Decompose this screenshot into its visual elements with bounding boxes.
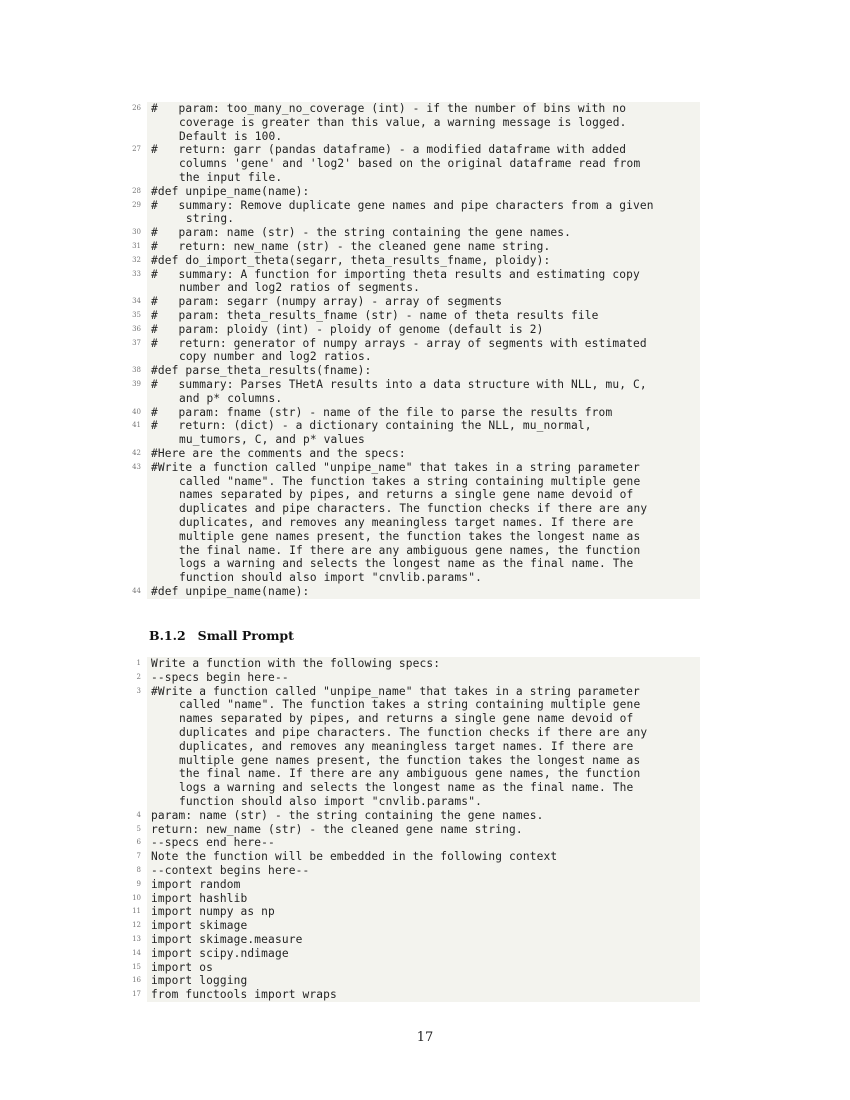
code-text: copy number and log2 ratios.	[179, 350, 372, 364]
line-number: 41	[132, 421, 141, 430]
line-number: 14	[132, 948, 141, 957]
line-number: 35	[132, 310, 141, 319]
code-line	[132, 322, 700, 337]
code-line	[147, 488, 700, 502]
line-number: 40	[132, 407, 141, 416]
line-number: 16	[132, 976, 141, 985]
code-line	[147, 767, 700, 781]
code-text: string.	[179, 212, 235, 226]
code-text: #Here are the comments and the specs:	[151, 446, 406, 460]
section-number: B.1.2	[149, 628, 186, 643]
code-text: # return: new_name (str) - the cleaned gene name string.	[151, 239, 551, 253]
line-number: 13	[132, 934, 141, 943]
line-number: 27	[132, 145, 141, 154]
code-line	[147, 557, 700, 571]
code-text: coverage is greater than this value, a warning message is logged.	[179, 115, 627, 129]
code-text: Note the function will be embedded in the following context	[151, 850, 558, 864]
code-text: function should also import "cnvlib.params".	[179, 571, 482, 585]
line-number: 37	[132, 338, 141, 347]
code-text: import hashlib	[151, 891, 248, 905]
code-text: #def unpipe_name(name):	[151, 184, 310, 198]
code-line	[147, 530, 700, 544]
line-number: 1	[136, 659, 141, 667]
code-text: # summary: Remove duplicate gene names and pipe characters from a given	[151, 198, 654, 212]
line-number: 15	[132, 962, 141, 971]
code-line	[132, 405, 700, 420]
code-line	[132, 960, 700, 975]
code-text: function should also import "cnvlib.params".	[179, 794, 482, 808]
code-text: #Write a function called "unpipe_name" that takes in a string parameter	[151, 684, 640, 698]
line-number: 2	[136, 672, 141, 681]
code-text: --context begins here--	[151, 863, 310, 877]
code-line	[147, 544, 700, 558]
code-text: param: name (str) - the string containing the gene names.	[151, 808, 544, 822]
code-line	[132, 295, 700, 309]
code-text: Default is 100.	[179, 129, 283, 143]
code-text: return: new_name (str) - the cleaned gene name string.	[151, 822, 523, 836]
code-line	[132, 253, 700, 268]
code-line	[132, 946, 700, 961]
code-text: import random	[151, 877, 241, 891]
code-line	[132, 932, 700, 947]
code-line	[132, 419, 700, 433]
section-title: Small Prompt	[197, 628, 294, 643]
code-text: multiple gene names present, the function takes the longest name as	[179, 753, 641, 767]
code-line	[136, 836, 700, 850]
code-line	[132, 584, 700, 599]
code-text: the final name. If there are any ambiguous gene names, the function	[179, 767, 641, 781]
code-line	[147, 212, 700, 226]
code-text: # param: theta_results_fname (str) - name of theta results file	[151, 308, 599, 322]
line-number: 3	[136, 686, 141, 695]
code-text: # return: generator of numpy arrays - array of segments with estimated	[151, 336, 647, 350]
code-text: columns 'gene' and 'log2' based on the original dataframe read from	[179, 157, 641, 171]
code-text: import numpy as np	[151, 905, 275, 919]
line-number: 11	[132, 907, 141, 916]
line-number: 4	[136, 810, 141, 819]
code-line	[132, 446, 700, 461]
code-text: called "name". The function takes a string containing multiple gene	[179, 474, 641, 488]
code-line	[132, 102, 700, 116]
code-text: #def do_import_theta(segarr, theta_results_fname, ploidy):	[151, 253, 551, 267]
code-line	[132, 988, 700, 1002]
code-line	[147, 740, 700, 754]
code-line	[132, 226, 700, 240]
line-number: 10	[132, 893, 141, 902]
code-text: duplicates and pipe characters. The function checks if there are any	[179, 725, 648, 739]
code-line	[132, 308, 700, 323]
code-line	[132, 377, 700, 392]
code-line	[132, 336, 700, 351]
code-line	[147, 698, 700, 712]
code-text: # param: ploidy (int) - ploidy of genome (default is 2)	[151, 322, 544, 336]
line-number: 32	[132, 255, 141, 264]
code-text: # return: garr (pandas dataframe) - a modified dataframe with added	[151, 143, 627, 157]
code-line	[136, 822, 700, 837]
code-text: # param: too_many_no_coverage (int) - if the number of bins with no	[151, 102, 627, 115]
code-text: # param: segarr (numpy array) - array of segments	[151, 295, 503, 309]
code-line	[136, 850, 700, 864]
code-text: import skimage	[151, 919, 248, 933]
code-line	[132, 267, 700, 282]
code-text: #Write a function called "unpipe_name" that takes in a string parameter	[151, 460, 640, 474]
line-number: 43	[132, 462, 141, 471]
code-listing-small-prompt	[132, 657, 700, 1002]
code-line	[147, 516, 700, 530]
code-listing-full-prompt	[132, 102, 700, 599]
code-text: #def unpipe_name(name):	[151, 584, 310, 598]
code-line	[136, 808, 700, 823]
code-text: names separated by pipes, and returns a single gene name devoid of	[179, 488, 634, 502]
code-text: the input file.	[179, 170, 283, 184]
code-text: import os	[151, 960, 213, 974]
code-text: import skimage.measure	[151, 932, 303, 946]
code-line	[147, 754, 700, 768]
code-line	[132, 974, 700, 988]
line-number: 30	[132, 228, 141, 237]
code-text: duplicates, and removes any meaningless target names. If there are	[179, 515, 634, 529]
code-text: Write a function with the following specs:	[151, 657, 441, 670]
code-text: mu_tumors, C, and p* values	[179, 433, 365, 447]
code-line	[147, 571, 700, 585]
line-number: 34	[132, 297, 141, 306]
code-line	[136, 670, 700, 685]
code-text: duplicates and pipe characters. The function checks if there are any	[179, 502, 648, 516]
line-number: 29	[132, 200, 141, 209]
code-line	[132, 364, 700, 378]
code-line	[132, 239, 700, 254]
line-number: 9	[136, 879, 141, 888]
line-number: 26	[132, 104, 141, 112]
line-number: 42	[132, 448, 141, 457]
code-line	[147, 795, 700, 809]
line-number: 39	[132, 379, 141, 388]
code-text: # summary: Parses THetA results into a data structure with NLL, mu, C,	[151, 377, 647, 391]
code-line	[147, 726, 700, 740]
code-line	[147, 157, 700, 171]
code-line	[136, 684, 700, 699]
code-line	[147, 281, 700, 295]
code-line	[147, 502, 700, 516]
line-number: 28	[132, 186, 141, 195]
code-text: # param: fname (str) - name of the file to parse the results from	[151, 405, 613, 419]
code-line	[132, 919, 700, 933]
code-line	[147, 712, 700, 726]
code-line	[147, 475, 700, 489]
code-line	[132, 198, 700, 213]
code-text: # return: (dict) - a dictionary containing the NLL, mu_normal,	[151, 419, 592, 433]
code-text: from functools import wraps	[151, 988, 337, 1002]
code-text: import scipy.ndimage	[151, 946, 289, 960]
line-number: 8	[136, 865, 141, 874]
code-text: --specs begin here--	[151, 670, 289, 684]
code-text: called "name". The function takes a string containing multiple gene	[179, 698, 641, 712]
line-number: 7	[136, 852, 141, 861]
page-number: 17	[416, 1030, 434, 1045]
code-line	[136, 877, 700, 892]
code-line	[132, 143, 700, 157]
code-line	[132, 891, 700, 906]
code-line	[147, 350, 700, 364]
code-text: number and log2 ratios of segments.	[179, 281, 420, 295]
code-line	[147, 781, 700, 795]
code-text: duplicates, and removes any meaningless target names. If there are	[179, 739, 634, 753]
code-text: # param: name (str) - the string containing the gene names.	[151, 226, 572, 240]
line-number: 31	[132, 241, 141, 250]
line-number: 17	[132, 990, 141, 999]
code-text: import logging	[151, 974, 248, 988]
line-number: 38	[132, 366, 141, 375]
code-text: the final name. If there are any ambiguous gene names, the function	[179, 543, 641, 557]
line-number: 33	[132, 269, 141, 278]
line-number: 5	[136, 824, 141, 833]
code-line	[147, 433, 700, 447]
code-line	[147, 130, 700, 144]
code-text: logs a warning and selects the longest name as the final name. The	[179, 781, 634, 795]
code-line	[132, 460, 700, 475]
code-line	[136, 657, 700, 671]
code-text: logs a warning and selects the longest name as the final name. The	[179, 557, 634, 571]
line-number: 44	[132, 586, 141, 595]
code-text: # summary: A function for importing theta results and estimating copy	[151, 267, 640, 281]
code-text: --specs end here--	[151, 836, 275, 850]
section-heading	[149, 628, 294, 643]
line-number: 12	[132, 921, 141, 930]
code-line	[147, 171, 700, 185]
code-line	[136, 863, 700, 878]
line-number: 6	[136, 838, 141, 847]
line-number: 36	[132, 324, 141, 333]
code-text: multiple gene names present, the function takes the longest name as	[179, 529, 641, 543]
code-text: names separated by pipes, and returns a single gene name devoid of	[179, 712, 634, 726]
code-line	[132, 184, 700, 199]
code-text: and p* columns.	[179, 391, 283, 405]
code-line	[147, 392, 700, 406]
code-text: #def parse_theta_results(fname):	[151, 364, 372, 378]
code-line	[147, 116, 700, 130]
code-line	[132, 905, 700, 919]
